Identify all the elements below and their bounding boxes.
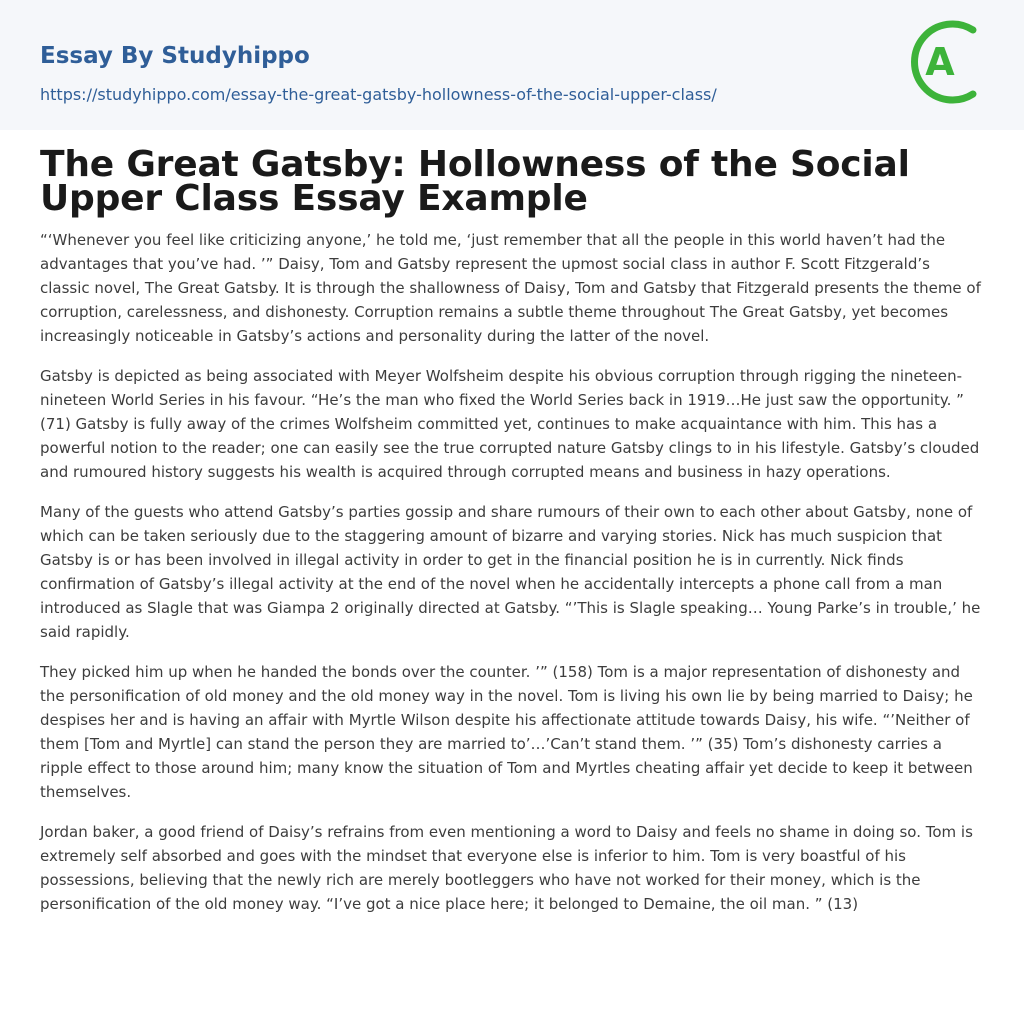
article bbox=[40, 144, 984, 916]
site-title: Essay By Studyhippo bbox=[40, 43, 310, 69]
source-url-link[interactable]: https://studyhippo.com/essay-the-great-gatsby-hollowness-of-the-social-upper-class/ bbox=[40, 85, 717, 104]
studyhippo-logo-icon[interactable] bbox=[910, 18, 988, 106]
article-paragraph: “‘Whenever you feel like criticizing anyone,’ he told me, ‘just remember that all the people in this world haven’t had the advantages that you’ve had. ’” Daisy, Tom and Gatsby represent the upmost social class in author F. Scott Fitzgerald’s classic novel, The Great Gatsby. It is through the shallowness of Daisy, Tom and Gatsby that Fitzgerald presents the theme of corruption, carelessness, and dishonesty. Corruption remains a subtle theme throughout The Great Gatsby, yet becomes increasingly noticeable in Gatsby’s actions and personality during the latter of the novel. bbox=[40, 231, 981, 345]
logo-letter: A bbox=[925, 40, 955, 84]
article-paragraph: Gatsby is depicted as being associated with Meyer Wolfsheim despite his obvious corruption through rigging the nineteen-nineteen World Series in his favour. “He’s the man who fixed the World Series back in 1919…He just saw the opportunity. ” (71) Gatsby is fully away of the crimes Wolfsheim committed yet, continues to make acquaintance with him. This has a powerful notion to the reader; one can easily see the true corrupted nature Gatsby clings to in his lifestyle. Gatsby’s clouded and rumoured history suggests his wealth is acquired through corrupted means and business in hazy operations. bbox=[40, 367, 980, 481]
article-paragraph: Jordan baker, a good friend of Daisy’s refrains from even mentioning a word to Daisy and feels no shame in doing so. Tom is extremely self absorbed and goes with the mindset that everyone else is inferior to him. Tom is very boastful of his possessions, believing that the newly rich are merely bootleggers who have not worked for their money, which is the personification of the old money way. “I’ve got a nice place here; it belonged to Demaine, the oil man. ” (13) bbox=[40, 823, 973, 913]
page-header bbox=[0, 0, 1024, 130]
article-paragraph: They picked him up when he handed the bonds over the counter. ’” (158) Tom is a major representation of dishonesty and the personification of old money and the old money way in the novel. Tom is living his own lie by being married to Daisy; he despises her and is having an affair with Myrtle Wilson despite his affectionate attitude towards Daisy, his wife. “’Neither of them [Tom and Myrtle] can stand the person they are married to’…’Can’t stand them. ’” (35) Tom’s dishonesty carries a ripple effect to those around him; many know the situation of Tom and Myrtles cheating affair yet decide to keep it between themselves. bbox=[40, 663, 973, 801]
article-body bbox=[40, 228, 984, 916]
article-paragraph: Many of the guests who attend Gatsby’s parties gossip and share rumours of their own to each other about Gatsby, none of which can be taken seriously due to the staggering amount of bizarre and varying stories. Nick has much suspicion that Gatsby is or has been involved in illegal activity in order to get in the financial position he is in currently. Nick finds confirmation of Gatsby’s illegal activity at the end of the novel when he accidentally intercepts a phone call from a man introduced as Slagle that was Giampa 2 originally directed at Gatsby. “’This is Slagle speaking… Young Parke’s in trouble,’ he said rapidly. bbox=[40, 503, 981, 641]
article-title: The Great Gatsby: Hollowness of the Social Upper Class Essay Example bbox=[40, 144, 910, 219]
